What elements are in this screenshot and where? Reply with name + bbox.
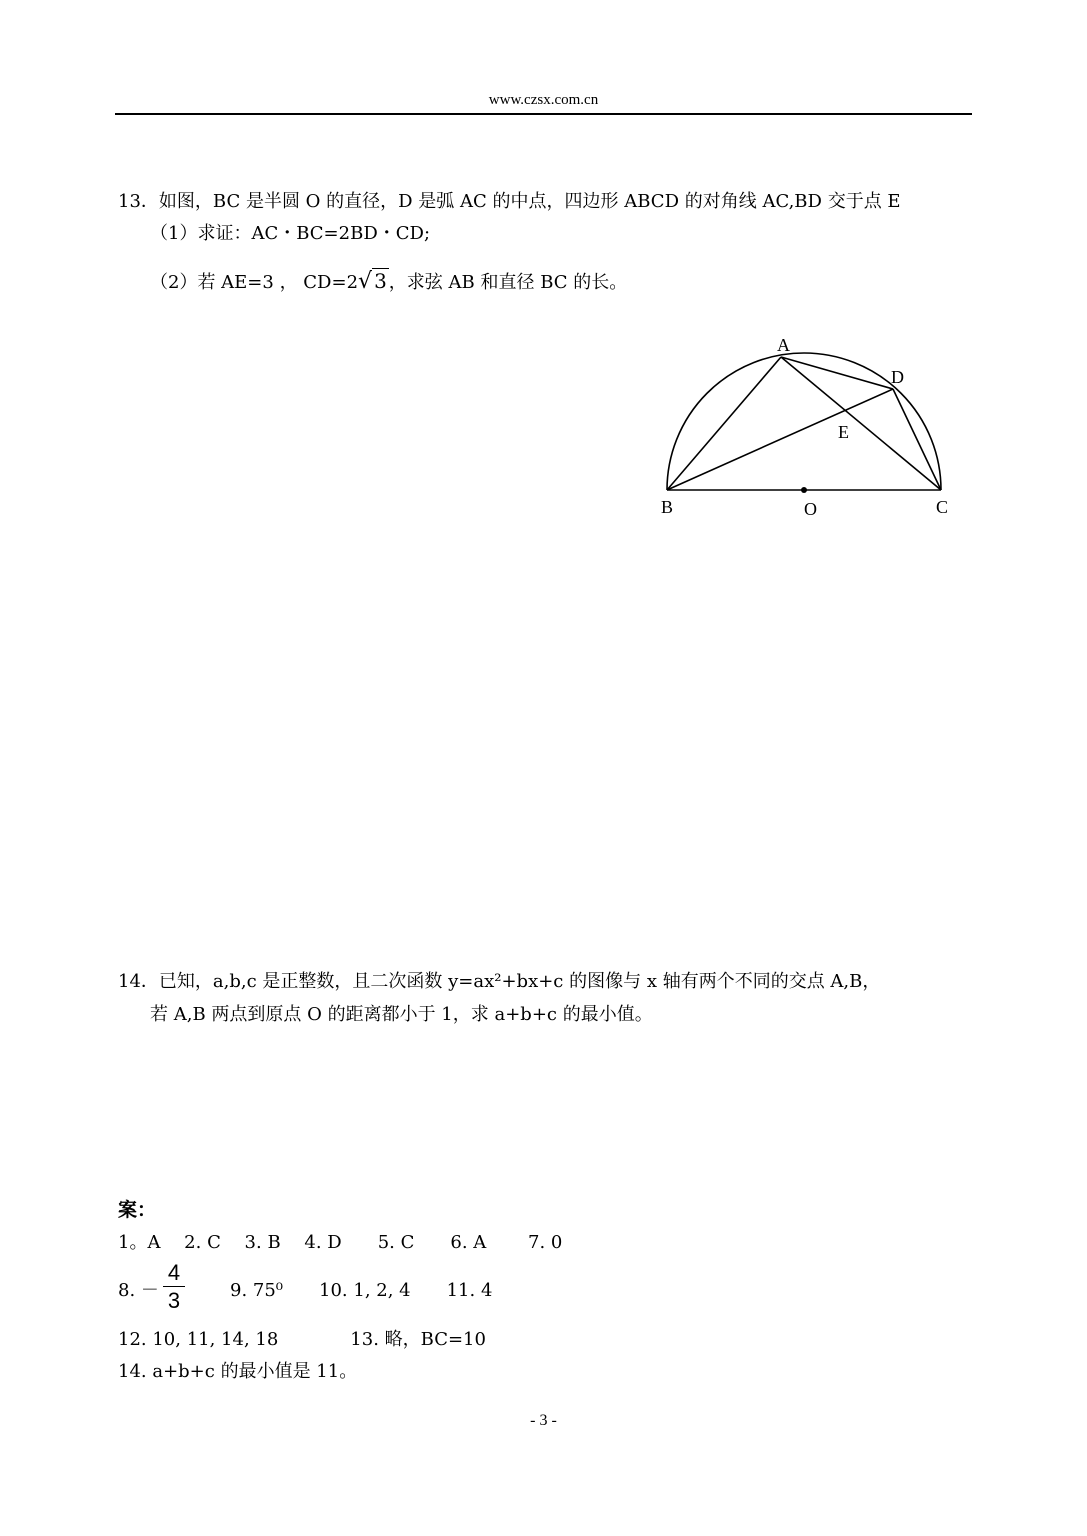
page-number: - 3 -	[530, 1412, 557, 1429]
answers-title: 案：	[118, 1199, 157, 1221]
sqrt-radicand: 3	[374, 269, 387, 293]
q13-line2: （1）求证：AC・BC=2BD・CD;	[150, 223, 431, 244]
q13-line3	[150, 268, 627, 294]
sqrt-expression: √ 3	[358, 269, 387, 294]
answers-row2-rest: 9. 75⁰ 10. 1, 2, 4 11. 4	[230, 1280, 493, 1301]
header-rule	[115, 113, 972, 115]
header-url: www.czsx.com.cn	[488, 92, 599, 108]
diagonal-bd	[667, 389, 893, 490]
answers-row1: 1。A 2. C 3. B 4. D 5. C 6. A 7. 0	[118, 1232, 563, 1253]
q14-line2: 若 A,B 两点到原点 O 的距离都小于 1，求 a+b+c 的最小值。	[150, 1004, 653, 1025]
label-a: A	[777, 335, 790, 355]
semicircle-figure	[650, 328, 970, 528]
q13-line3-post: ，求弦 AB 和直径 BC 的长。	[388, 272, 628, 293]
q13-line1: 13．如图，BC 是半圆 O 的直径，D 是弧 AC 的中点，四边形 ABCD 的对角线 AC,BD 交于点 E	[118, 191, 901, 212]
chord-cd	[893, 389, 941, 490]
q14-line1: 14．已知，a,b,c 是正整数，且二次函数 y=ax²+bx+c 的图像与 x 轴有两个不同的交点 A,B，	[118, 971, 881, 992]
center-point	[801, 487, 807, 493]
fraction-denominator: 3	[167, 1288, 181, 1313]
answers-row3: 12. 10, 11, 14, 18 13. 略，BC=10	[118, 1329, 486, 1350]
diagonal-ac	[781, 357, 941, 490]
q13-line3-pre: （2）若 AE=3 ， CD=2	[150, 272, 359, 293]
label-d: D	[891, 367, 904, 387]
answers-row2-prefix: 8. －	[118, 1280, 159, 1301]
label-o: O	[804, 499, 817, 519]
fraction	[163, 1260, 185, 1315]
label-b: B	[661, 497, 674, 517]
label-c: C	[936, 497, 949, 517]
label-e: E	[838, 422, 849, 442]
answers-row4: 14. a+b+c 的最小值是 11。	[118, 1361, 358, 1382]
fraction-numerator: 4	[163, 1260, 185, 1287]
